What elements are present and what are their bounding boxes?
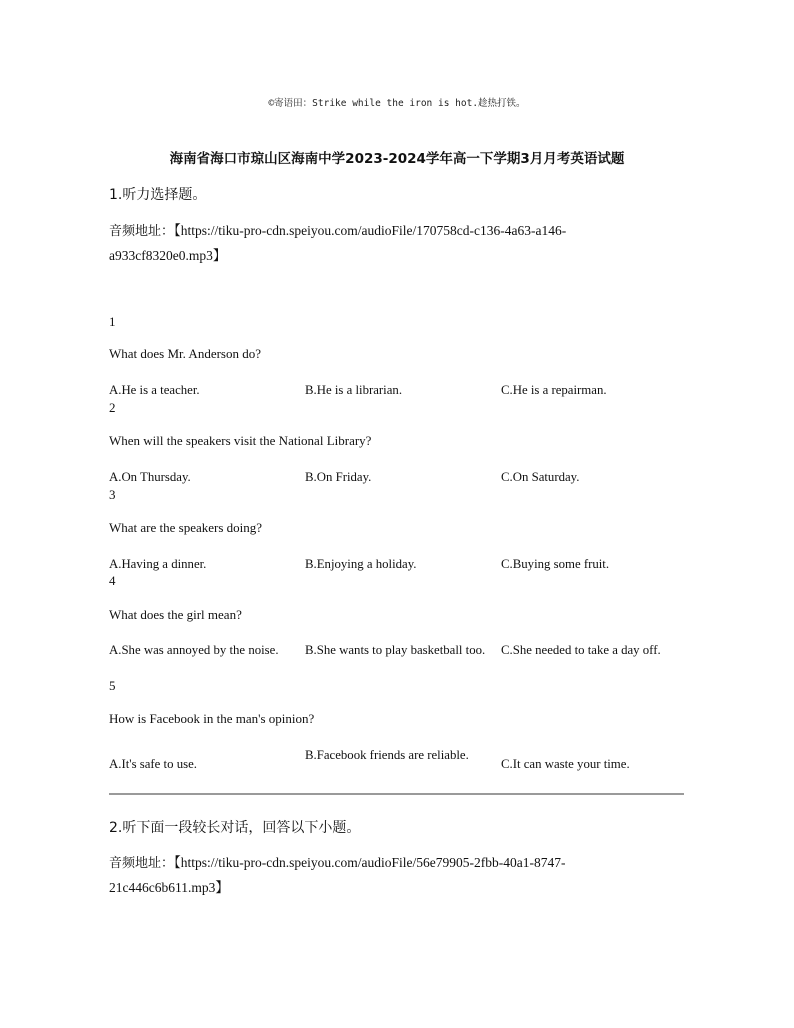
question-4-option-a: A.She was annoyed by the noise. [109, 643, 279, 657]
section-divider [109, 793, 684, 795]
page-title: 海南省海口市琼山区海南中学2023-2024学年高一下学期3月月考英语试题 [169, 151, 625, 167]
question-3-option-a: A.Having a dinner. [109, 557, 207, 571]
question-2-option-a: A.On Thursday. [109, 470, 191, 484]
question-4-number: 4 [109, 573, 116, 588]
audio-prefix: 音频地址： [109, 224, 175, 239]
section-1-heading: 1.听力选择题。 [109, 187, 207, 203]
audio-url-link[interactable]: 【https://tiku-pro-cdn.speiyou.com/audioFile/170758cd-c136-4a63-a146-a933cf8320e0.mp3】 [109, 223, 567, 263]
question-3-option-c: C.Buying some fruit. [501, 557, 610, 571]
question-4-option-b: B.She wants to play basketball too. [305, 643, 486, 657]
question-2-option-c: C.On Saturday. [501, 470, 580, 484]
audio-url-link[interactable]: 【https://tiku-pro-cdn.speiyou.com/audioFile/56e79905-2fbb-40a1-8747-21c446c6b611.mp3】 [109, 855, 566, 895]
question-1-text: What does Mr. Anderson do? [109, 346, 262, 361]
question-5-number: 5 [109, 678, 116, 693]
question-3-number: 3 [109, 487, 116, 502]
question-3-text: What are the speakers doing? [109, 520, 263, 535]
section-1-audio [109, 219, 649, 268]
section-2-heading: 2.听下面一段较长对话，回答以下小题。 [109, 820, 361, 836]
question-1-option-a: A.He is a teacher. [109, 383, 200, 397]
audio-prefix: 音频地址： [109, 856, 175, 871]
question-4-text: What does the girl mean? [109, 607, 242, 622]
question-2-number: 2 [109, 400, 116, 415]
question-4-option-c: C.She needed to take a day off. [501, 643, 661, 657]
header-motto: ©寄语田：Strike while the iron is hot.趁热打铁。 [268, 98, 526, 109]
question-3-option-b: B.Enjoying a holiday. [305, 557, 417, 571]
question-5-text: How is Facebook in the man's opinion? [109, 711, 315, 726]
question-5-option-b: B.Facebook friends are reliable. [305, 748, 469, 762]
question-1-option-c: C.He is a repairman. [501, 383, 607, 397]
question-5-option-c: C.It can waste your time. [501, 757, 630, 771]
question-1-number: 1 [109, 314, 116, 329]
question-1-option-b: B.He is a librarian. [305, 383, 403, 397]
question-2-text: When will the speakers visit the National Library? [109, 433, 372, 448]
section-2-audio [109, 851, 649, 900]
question-5-option-a: A.It's safe to use. [109, 757, 197, 771]
question-2-option-b: B.On Friday. [305, 470, 372, 484]
